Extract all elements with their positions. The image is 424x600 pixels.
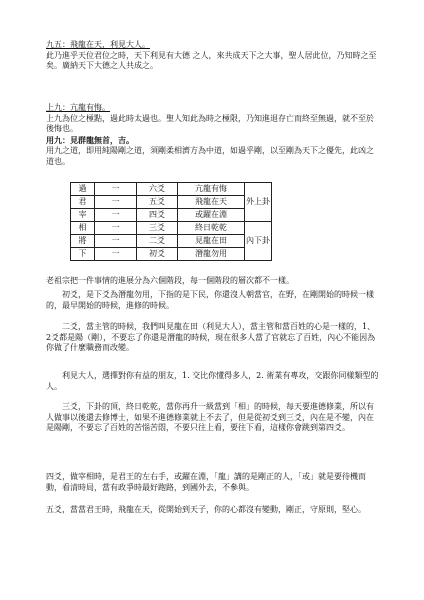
yang-line-cell: 一	[95, 222, 137, 235]
table-row	[71, 196, 272, 209]
hexagram-table	[70, 182, 272, 261]
line-text-cell: 飛龍在天	[178, 196, 245, 209]
paragraph-second-line: 二爻，當主管的時候，我們叫見龍在田（利見大人），當主管和當百姓的心是一樣的，1、2爻都是陽（剛），不要忘了你還是潛龍的時候，現在很多人當了官就忘了百姓，內心不能因為你做了什麼職務而改變。	[46, 322, 376, 352]
use-nine-heading: 用九：見群龍無首，吉。	[46, 134, 134, 145]
use-nine-body: 用九之道，即用純陽剛之道，須剛柔相濟方為中道，如過乎剛，以至剛為天下之優先，此凶之道也。	[46, 146, 374, 166]
rank-cell: 相	[71, 222, 95, 235]
yang-line-cell: 一	[95, 248, 137, 261]
table-row	[71, 183, 272, 196]
yang-line-cell: 一	[95, 196, 137, 209]
outer-trigram-cell: 外上卦	[245, 183, 272, 222]
top-nine-heading: 上九：亢龍有悔。	[46, 103, 110, 112]
table-row	[71, 222, 272, 235]
rank-cell: 宰	[71, 209, 95, 222]
line-position-cell: 三爻	[137, 222, 178, 235]
paragraph-first-line: 初爻，是下爻為潛龍勿用，下指的是下民，你還沒人朝當官，在野，在剛開始的時候一樣的，最早開始的時候，進修的時候。	[46, 290, 374, 310]
table-row	[71, 209, 272, 222]
line-text-cell: 終日乾乾	[178, 222, 245, 235]
line-text-cell: 亢龍有悔	[178, 183, 245, 196]
line-position-cell: 二爻	[137, 235, 178, 248]
yang-line-cell: 一	[95, 183, 137, 196]
paragraph-fourth-line: 四爻，做宰相時，是君王的左右手，或躍在淵，「龍」講的是剛正的人，「或」就是要待機而動，看清時局，當有政爭時最好跑路，到國外去，不參與。	[46, 472, 366, 492]
paragraph-fifth-line: 五爻，當當君王時，飛龍在天，從開始到天子，你的心都沒有變動，剛正，守原則，堅心。	[46, 505, 366, 514]
intro-paragraph: 老祖宗把一件事情的進展分為六個階段，每一個階段的層次都不一樣。	[46, 276, 294, 285]
line-position-cell: 四爻	[137, 209, 178, 222]
rank-cell: 過	[71, 183, 95, 196]
yang-line-cell: 一	[95, 235, 137, 248]
rank-cell: 下	[71, 248, 95, 261]
table-row	[71, 248, 272, 261]
rank-cell: 君	[71, 196, 95, 209]
section-top-nine	[46, 103, 380, 167]
top-nine-body: 上九為位之極點，過此時太過也。聖人知此為時之極限，乃知進退存亡而終至無過，就不至於後悔也。	[46, 113, 374, 133]
section-nine-five	[46, 40, 380, 72]
paragraph-great-person: 利見大人，選擇對你有益的朋友，1. 交比你懂得多人，2. 術業有專攻，交跟你同樣類型的人。	[46, 371, 379, 391]
paragraph-third-line: 三爻，下卦的頂，終日乾乾，當你再升一級當到「相」的時候，每天要進德修業，所以有人做事以後還去修博士，如果不進德修業就上不去了，但是從初爻到三爻，內在是不變，內在是陽剛，不要忘了百姓的苦惱苦悶，不要只往上看，要往下看，這樣你會跳到第四爻。	[46, 402, 374, 432]
line-text-cell: 或躍在淵	[178, 209, 245, 222]
line-text-cell: 潛龍勿用	[178, 248, 245, 261]
line-position-cell: 六爻	[137, 183, 178, 196]
rank-cell: 將	[71, 235, 95, 248]
nine-five-body: 此乃進乎天位君位之時，天下利見有大德 之人，來共成天下之大事，聖人居此位，乃知時之至矣。廣納天下大德之人共成之。	[46, 50, 377, 70]
yang-line-cell: 一	[95, 209, 137, 222]
table-row	[71, 235, 272, 248]
nine-five-heading: 九五：飛龍在天，利見大人。	[46, 40, 150, 49]
line-position-cell: 五爻	[137, 196, 178, 209]
line-position-cell: 初爻	[137, 248, 178, 261]
line-text-cell: 見龍在田	[178, 235, 245, 248]
inner-trigram-cell: 內下卦	[245, 222, 272, 261]
